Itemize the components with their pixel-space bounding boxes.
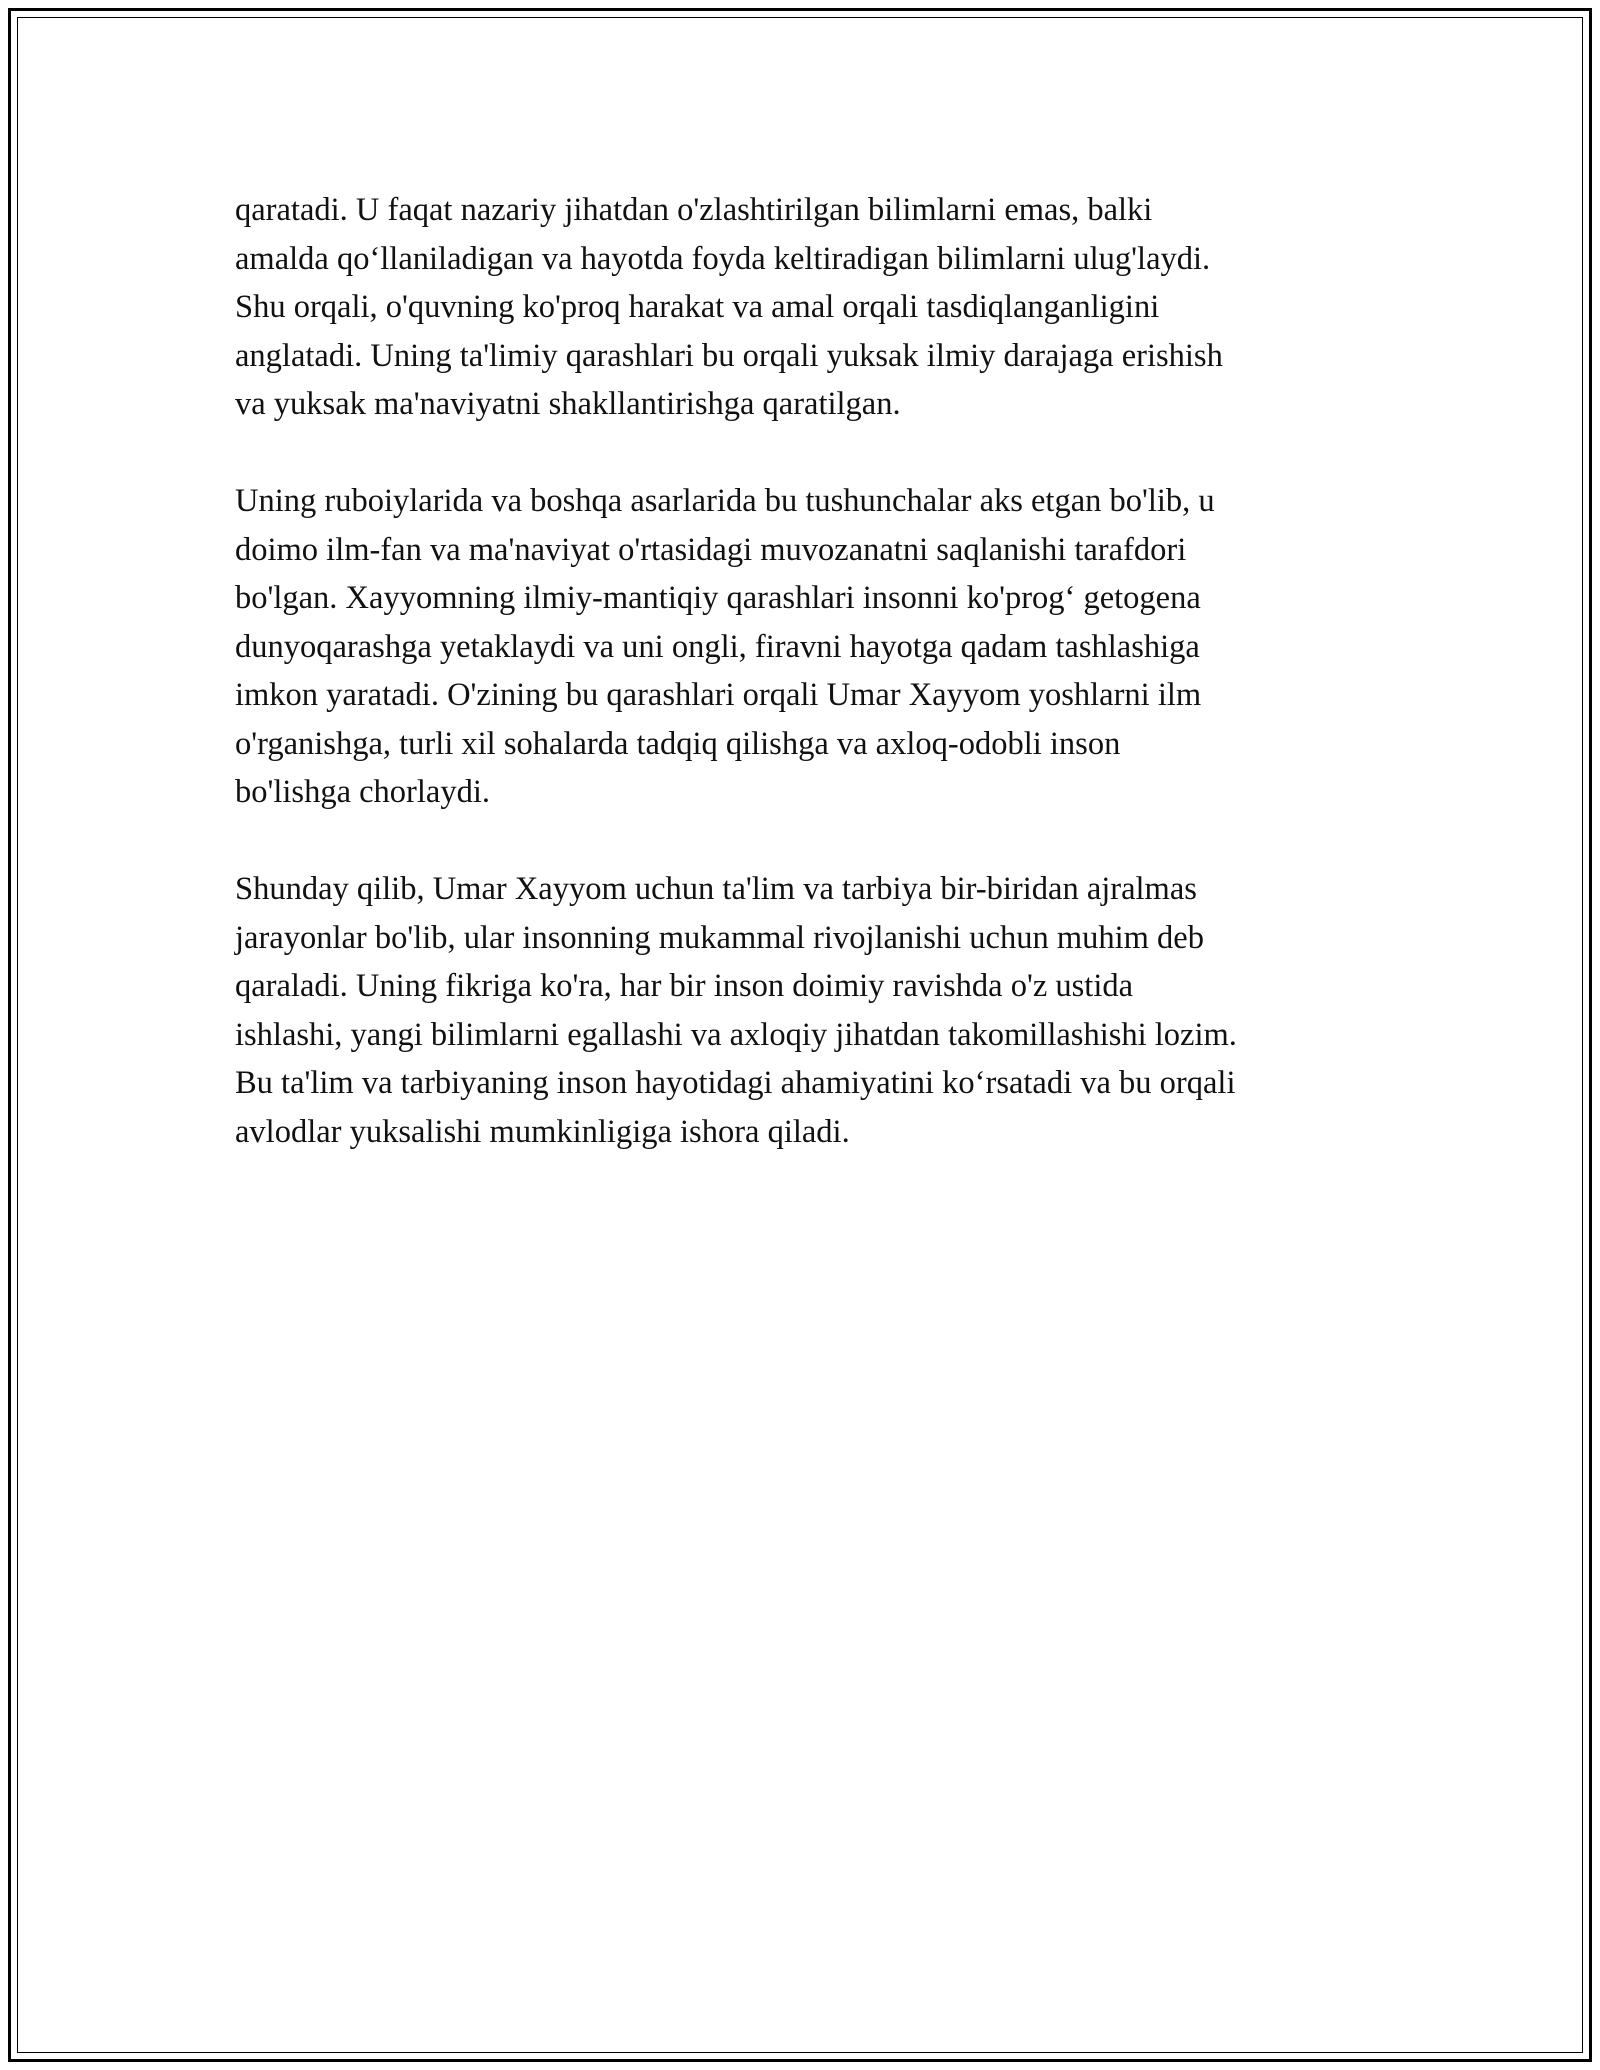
text-line: ishlashi, yangi bilimlarni egallashi va axloqiy jihatdan takomillashishi lozim. bbox=[235, 1016, 1237, 1053]
text-line: Uning ruboiylarida va boshqa asarlarida bu tushunchalar aks etgan bo'lib, u bbox=[235, 483, 1215, 519]
paragraph-1 bbox=[235, 186, 1370, 429]
document-body bbox=[235, 186, 1370, 1205]
text-line: Shu orqali, o'quvning ko'proq harakat va amal orqali tasdiqlanganligini bbox=[235, 289, 1160, 325]
text-line: va yuksak ma'naviyatni shakllantirishga qaratilgan. bbox=[235, 386, 901, 422]
text-line: Bu ta'lim va tarbiyaning inson hayotidagi ahamiyatini ko‘rsatadi va bu orqali bbox=[235, 1065, 1236, 1101]
text-line: o'rganishga, turli xil sohalarda tadqiq qilishga va axloq-odobli inson bbox=[235, 725, 1121, 762]
paragraph-2 bbox=[235, 477, 1370, 817]
text-line: jarayonlar bo'lib, ular insonning mukammal rivojlanishi uchun muhim deb bbox=[235, 919, 1204, 956]
text-line: imkon yaratadi. O'zining bu qarashlari orqali Umar Xayyom yoshlarni ilm bbox=[235, 677, 1202, 713]
text-line: Shunday qilib, Umar Xayyom uchun ta'lim va tarbiya bir-biridan ajralmas bbox=[235, 871, 1197, 907]
text-line: qaratadi. U faqat nazariy jihatdan o'zlashtirilgan bilimlarni emas, balki bbox=[235, 192, 1153, 228]
text-line: qaraladi. Uning fikriga ko'ra, har bir inson doimiy ravishda o'z ustida bbox=[235, 968, 1134, 1004]
text-line: amalda qo‘llaniladigan va hayotda foyda keltiradigan bilimlarni ulug'laydi. bbox=[235, 240, 1211, 277]
paragraph-3 bbox=[235, 865, 1370, 1156]
text-line: dunyoqarashga yetaklaydi va uni ongli, firavni hayotga qadam tashlashiga bbox=[235, 628, 1200, 665]
text-line: bo'lgan. Xayyomning ilmiy-mantiqiy qarashlari insonni ko'prog‘ getogena bbox=[235, 580, 1201, 616]
text-line: bo'lishga chorlaydi. bbox=[235, 774, 490, 810]
text-line: doimo ilm-fan va ma'naviyat o'rtasidagi muvozanatni saqlanishi tarafdori bbox=[235, 531, 1187, 568]
text-line: anglatadi. Uning ta'limiy qarashlari bu orqali yuksak ilmiy darajaga erishish bbox=[235, 337, 1223, 374]
text-line: avlodlar yuksalishi mumkinligiga ishora qiladi. bbox=[235, 1113, 850, 1150]
